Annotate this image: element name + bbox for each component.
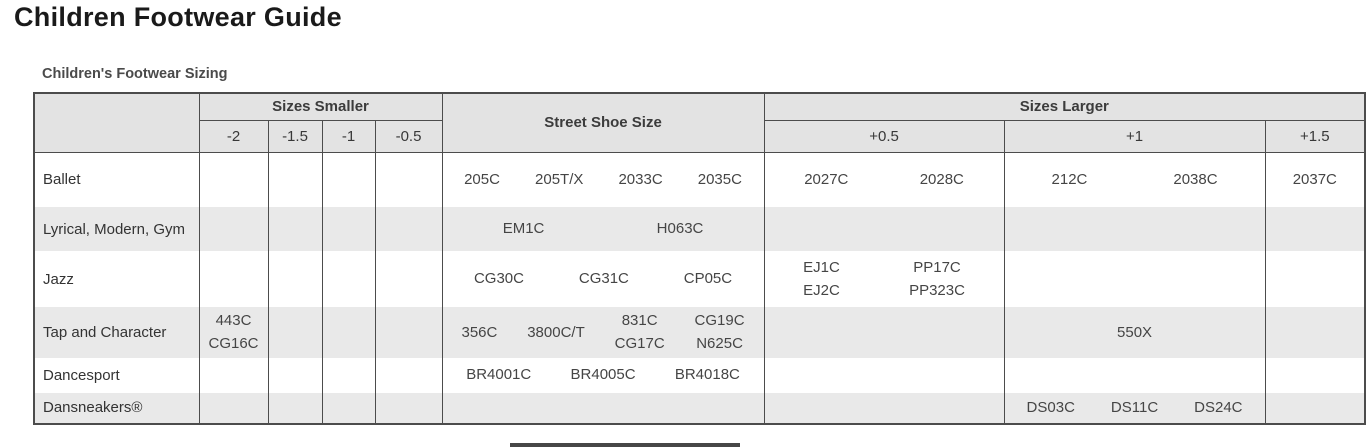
style-code: 2035C — [697, 171, 742, 189]
style-code-cell — [1004, 393, 1265, 424]
style-code: PP17C PP323C — [909, 258, 965, 299]
cell-content — [1009, 396, 1261, 419]
style-code-cell — [268, 307, 322, 358]
cell-content — [1009, 321, 1261, 344]
style-code-cell — [322, 207, 375, 251]
table-caption: Children's Footwear Sizing — [42, 66, 228, 82]
header-minus-1: -1 — [322, 120, 375, 152]
header-sizes-larger: Sizes Larger — [764, 93, 1365, 120]
header-minus-2: -2 — [199, 120, 268, 152]
page-title: Children Footwear Guide — [14, 2, 342, 32]
style-code: 2028C — [919, 171, 964, 189]
style-code: EM1C — [502, 220, 545, 238]
style-code-cell — [268, 152, 322, 207]
style-code-cell — [199, 358, 268, 393]
header-minus-1-5: -1.5 — [268, 120, 322, 152]
header-plus-0-5: +0.5 — [764, 120, 1004, 152]
style-code-cell — [1004, 207, 1265, 251]
style-code: 2037C — [1292, 171, 1337, 189]
header-plus-1: +1 — [1004, 120, 1265, 152]
style-code-cell — [1265, 207, 1365, 251]
table-body — [34, 152, 1365, 424]
style-code: CG19C N625C — [694, 312, 745, 353]
style-code: 2038C — [1173, 171, 1218, 189]
style-code: 831C CG17C — [614, 312, 665, 353]
table-row — [34, 307, 1365, 358]
style-code-cell — [199, 307, 268, 358]
style-code-cell — [764, 393, 1004, 424]
cell-content — [204, 309, 264, 356]
style-code-cell — [442, 393, 764, 424]
style-code-cell — [199, 207, 268, 251]
style-code-cell — [442, 307, 764, 358]
style-code-cell — [1004, 307, 1265, 358]
style-code-cell — [375, 358, 442, 393]
style-code-cell — [322, 393, 375, 424]
style-code-cell — [375, 251, 442, 307]
row-label: Ballet — [34, 152, 199, 207]
style-code: H063C — [656, 220, 704, 238]
style-code: BR4001C — [466, 366, 532, 384]
style-code: BR4018C — [674, 366, 740, 384]
table-row — [34, 207, 1365, 251]
style-code: DS11C — [1110, 398, 1159, 416]
style-code: 205C — [464, 171, 500, 189]
style-code: EJ1C EJ2C — [803, 258, 840, 299]
cell-content — [447, 363, 760, 386]
style-code-cell — [442, 207, 764, 251]
style-code-cell — [375, 307, 442, 358]
style-code-cell — [199, 251, 268, 307]
style-code-cell — [1265, 358, 1365, 393]
style-code-cell — [199, 152, 268, 207]
row-label: Dansneakers® — [34, 393, 199, 424]
style-code-cell — [764, 152, 1004, 207]
style-code-cell — [375, 393, 442, 424]
bottom-bar — [510, 443, 740, 447]
cell-content — [1009, 168, 1261, 191]
style-code-cell — [1004, 152, 1265, 207]
style-code-cell — [268, 251, 322, 307]
style-code: CP05C — [683, 270, 733, 288]
style-code-cell — [1265, 152, 1365, 207]
style-code-cell — [1004, 358, 1265, 393]
cell-content — [769, 256, 1000, 303]
style-code: 2033C — [618, 171, 663, 189]
style-code-cell — [322, 152, 375, 207]
header-row-groups — [34, 93, 1365, 120]
style-code-cell — [442, 251, 764, 307]
table-row — [34, 251, 1365, 307]
style-code: 205T/X — [535, 171, 584, 189]
style-code-cell — [268, 393, 322, 424]
style-code-cell — [764, 307, 1004, 358]
style-code: 356C — [461, 323, 498, 341]
style-code: 212C — [1051, 171, 1088, 189]
style-code-cell — [322, 251, 375, 307]
style-code-cell — [442, 152, 764, 207]
table-row — [34, 152, 1365, 207]
style-code: CG30C — [473, 270, 524, 288]
header-plus-1-5: +1.5 — [1265, 120, 1365, 152]
style-code-cell — [1004, 251, 1265, 307]
style-code: DS03C — [1026, 398, 1075, 416]
style-code-cell — [199, 393, 268, 424]
cell-content — [447, 168, 760, 191]
cell-content — [769, 168, 1000, 191]
row-label: Tap and Character — [34, 307, 199, 358]
style-code: 443C CG16C — [208, 312, 259, 353]
style-code-cell — [268, 358, 322, 393]
table-row — [34, 393, 1365, 424]
header-minus-0-5: -0.5 — [375, 120, 442, 152]
row-label: Jazz — [34, 251, 199, 307]
corner-cell — [34, 93, 199, 152]
style-code: CG31C — [578, 270, 629, 288]
row-label: Dancesport — [34, 358, 199, 393]
style-code-cell — [442, 358, 764, 393]
style-code: 2027C — [804, 171, 849, 189]
style-code-cell — [322, 307, 375, 358]
style-code-cell — [764, 358, 1004, 393]
style-code-cell — [764, 251, 1004, 307]
style-code: 3800C/T — [527, 323, 585, 341]
cell-content — [447, 309, 760, 356]
style-code-cell — [1265, 307, 1365, 358]
style-code-cell — [268, 207, 322, 251]
row-label: Lyrical, Modern, Gym — [34, 207, 199, 251]
children-footwear-sizing-table — [33, 92, 1366, 425]
header-sizes-smaller: Sizes Smaller — [199, 93, 442, 120]
style-code-cell — [1265, 393, 1365, 424]
style-code-cell — [375, 152, 442, 207]
style-code: DS24C — [1194, 398, 1243, 416]
style-code-cell — [375, 207, 442, 251]
table-row — [34, 358, 1365, 393]
style-code-cell — [764, 207, 1004, 251]
header-street-shoe-size: Street Shoe Size — [442, 93, 764, 152]
cell-content — [447, 217, 760, 240]
cell-content — [1270, 168, 1361, 191]
style-code-cell — [1265, 251, 1365, 307]
style-code: 550X — [1117, 323, 1153, 341]
style-code: BR4005C — [570, 366, 636, 384]
cell-content — [447, 267, 760, 290]
style-code-cell — [322, 358, 375, 393]
